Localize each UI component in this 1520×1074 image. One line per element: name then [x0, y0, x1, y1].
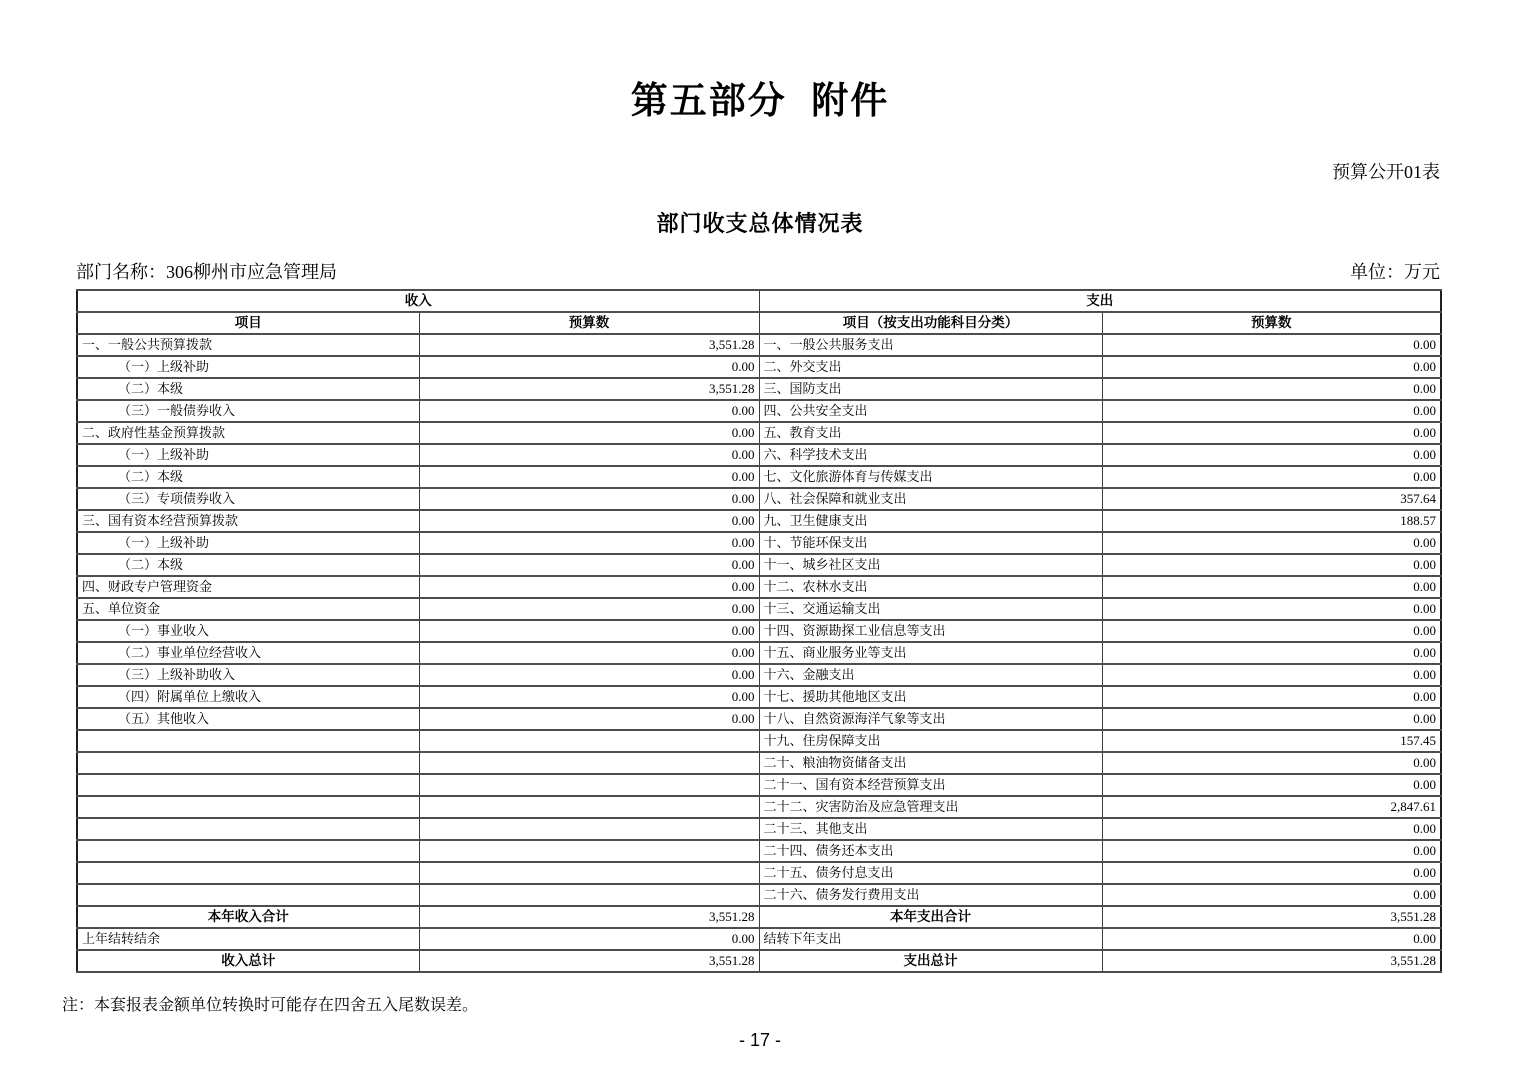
income-value-cell: 0.00	[419, 598, 759, 620]
table-row	[77, 620, 1441, 642]
expense-value-cell: 0.00	[1102, 818, 1441, 840]
income-item-cell: 二、政府性基金预算拨款	[77, 422, 419, 444]
unit-label: 单位：万元	[1350, 262, 1440, 282]
income-summary-label-cell: 收入总计	[77, 950, 419, 972]
income-item-cell: 一、一般公共预算拨款	[77, 334, 419, 356]
income-value-cell: 3,551.28	[419, 334, 759, 356]
expense-value-cell: 0.00	[1102, 642, 1441, 664]
income-value-cell	[419, 840, 759, 862]
table-row	[77, 730, 1441, 752]
expense-value-cell: 0.00	[1102, 884, 1441, 906]
expense-item-cell: 九、卫生健康支出	[759, 510, 1102, 532]
table-row	[77, 400, 1441, 422]
table-row	[77, 774, 1441, 796]
expense-value-cell: 0.00	[1102, 620, 1441, 642]
table-row	[77, 598, 1441, 620]
income-value-cell: 0.00	[419, 708, 759, 730]
income-value-cell: 3,551.28	[419, 378, 759, 400]
expense-value-cell: 2,847.61	[1102, 796, 1441, 818]
table-row	[77, 444, 1441, 466]
expense-item-cell: 五、教育支出	[759, 422, 1102, 444]
income-value-cell: 0.00	[419, 576, 759, 598]
income-item-cell	[77, 752, 419, 774]
expense-item-cell: 十六、金融支出	[759, 664, 1102, 686]
expense-item-cell: 十一、城乡社区支出	[759, 554, 1102, 576]
expense-value-cell: 0.00	[1102, 422, 1441, 444]
expense-item-cell: 二十三、其他支出	[759, 818, 1102, 840]
income-item-cell: （二）本级	[77, 378, 419, 400]
expense-value-cell: 0.00	[1102, 774, 1441, 796]
table-row	[77, 532, 1441, 554]
income-value-cell	[419, 818, 759, 840]
expense-value-cell: 0.00	[1102, 378, 1441, 400]
income-value-column-header: 预算数	[419, 312, 759, 334]
income-item-cell: 四、财政专户管理资金	[77, 576, 419, 598]
income-value-cell: 0.00	[419, 664, 759, 686]
expense-value-cell: 0.00	[1102, 334, 1441, 356]
income-item-cell: 五、单位资金	[77, 598, 419, 620]
table-row	[77, 664, 1441, 686]
income-value-cell: 0.00	[419, 444, 759, 466]
expense-value-cell: 0.00	[1102, 400, 1441, 422]
summary-row	[77, 906, 1441, 928]
expense-item-cell: 十九、住房保障支出	[759, 730, 1102, 752]
expense-item-cell: 二十、粮油物资储备支出	[759, 752, 1102, 774]
summary-row	[77, 950, 1441, 972]
expense-value-cell: 0.00	[1102, 752, 1441, 774]
column-header-row	[77, 312, 1441, 334]
department-name-label: 部门名称：306柳州市应急管理局	[76, 262, 337, 282]
expense-summary-value-cell: 3,551.28	[1102, 906, 1441, 928]
expense-value-cell: 157.45	[1102, 730, 1441, 752]
income-item-cell	[77, 730, 419, 752]
expense-item-cell: 三、国防支出	[759, 378, 1102, 400]
expense-value-cell: 0.00	[1102, 598, 1441, 620]
income-item-cell: （三）专项债券收入	[77, 488, 419, 510]
table-row	[77, 708, 1441, 730]
income-value-cell	[419, 752, 759, 774]
income-summary-value-cell: 3,551.28	[419, 906, 759, 928]
expense-value-cell: 0.00	[1102, 532, 1441, 554]
expense-item-cell: 八、社会保障和就业支出	[759, 488, 1102, 510]
income-value-cell: 0.00	[419, 510, 759, 532]
expense-value-cell: 0.00	[1102, 356, 1441, 378]
income-summary-label-cell: 上年结转结余	[77, 928, 419, 950]
expense-item-cell: 一、一般公共服务支出	[759, 334, 1102, 356]
expense-item-cell: 七、文化旅游体育与传媒支出	[759, 466, 1102, 488]
income-value-cell: 0.00	[419, 422, 759, 444]
form-number-label: 预算公开01表	[1332, 162, 1440, 182]
expense-item-cell: 二十四、债务还本支出	[759, 840, 1102, 862]
expense-item-cell: 十二、农林水支出	[759, 576, 1102, 598]
rounding-note: 注：本套报表金额单位转换时可能存在四舍五入尾数误差。	[62, 997, 479, 1014]
table-row	[77, 818, 1441, 840]
expense-value-cell: 357.64	[1102, 488, 1441, 510]
budget-summary-table	[76, 289, 1442, 973]
expense-item-cell: 六、科学技术支出	[759, 444, 1102, 466]
income-item-cell: （四）附属单位上缴收入	[77, 686, 419, 708]
expense-item-cell: 十四、资源勘探工业信息等支出	[759, 620, 1102, 642]
income-item-cell: （一）上级补助	[77, 532, 419, 554]
income-item-cell: 三、国有资本经营预算拨款	[77, 510, 419, 532]
expense-item-cell: 十八、自然资源海洋气象等支出	[759, 708, 1102, 730]
expense-value-cell: 0.00	[1102, 708, 1441, 730]
table-row	[77, 752, 1441, 774]
expense-item-cell: 十七、援助其他地区支出	[759, 686, 1102, 708]
table-row	[77, 466, 1441, 488]
income-summary-value-cell: 0.00	[419, 928, 759, 950]
expense-item-cell: 十、节能环保支出	[759, 532, 1102, 554]
income-item-cell: （二）本级	[77, 554, 419, 576]
table-row	[77, 554, 1441, 576]
income-value-cell	[419, 774, 759, 796]
expense-value-cell: 0.00	[1102, 686, 1441, 708]
income-item-cell	[77, 796, 419, 818]
income-value-cell: 0.00	[419, 466, 759, 488]
income-value-cell	[419, 796, 759, 818]
expense-item-cell: 二十二、灾害防治及应急管理支出	[759, 796, 1102, 818]
income-value-cell: 0.00	[419, 620, 759, 642]
income-value-cell: 0.00	[419, 554, 759, 576]
income-summary-label-cell: 本年收入合计	[77, 906, 419, 928]
income-summary-value-cell: 3,551.28	[419, 950, 759, 972]
page-title: 第五部分 附件	[630, 80, 890, 121]
income-value-cell	[419, 884, 759, 906]
income-item-cell: （一）上级补助	[77, 444, 419, 466]
income-item-cell: （一）事业收入	[77, 620, 419, 642]
expense-value-cell: 188.57	[1102, 510, 1441, 532]
table-row	[77, 840, 1441, 862]
table-row	[77, 686, 1441, 708]
summary-row	[77, 928, 1441, 950]
expense-section-header: 支出	[759, 290, 1441, 312]
table-row	[77, 862, 1441, 884]
expense-value-column-header: 预算数	[1102, 312, 1441, 334]
budget-table-body	[77, 290, 1441, 972]
section-header-row	[77, 290, 1441, 312]
income-item-cell: （二）事业单位经营收入	[77, 642, 419, 664]
expense-summary-label-cell: 本年支出合计	[759, 906, 1102, 928]
table-title: 部门收支总体情况表	[656, 211, 864, 236]
income-item-cell	[77, 840, 419, 862]
expense-item-cell: 二十一、国有资本经营预算支出	[759, 774, 1102, 796]
income-value-cell	[419, 862, 759, 884]
income-item-cell	[77, 818, 419, 840]
expense-value-cell: 0.00	[1102, 664, 1441, 686]
table-row	[77, 334, 1441, 356]
expense-summary-value-cell: 3,551.28	[1102, 950, 1441, 972]
income-value-cell: 0.00	[419, 686, 759, 708]
expense-value-cell: 0.00	[1102, 466, 1441, 488]
expense-item-column-header: 项目（按支出功能科目分类）	[759, 312, 1102, 334]
income-value-cell: 0.00	[419, 356, 759, 378]
income-item-cell: （三）上级补助收入	[77, 664, 419, 686]
expense-item-cell: 二十六、债务发行费用支出	[759, 884, 1102, 906]
income-item-cell	[77, 862, 419, 884]
income-item-cell: （一）上级补助	[77, 356, 419, 378]
expense-value-cell: 0.00	[1102, 554, 1441, 576]
expense-value-cell: 0.00	[1102, 862, 1441, 884]
expense-summary-label-cell: 结转下年支出	[759, 928, 1102, 950]
table-row	[77, 488, 1441, 510]
table-row	[77, 796, 1441, 818]
page-number: - 17 -	[738, 1030, 781, 1050]
income-value-cell: 0.00	[419, 532, 759, 554]
expense-value-cell: 0.00	[1102, 840, 1441, 862]
table-row	[77, 884, 1441, 906]
expense-item-cell: 二十五、债务付息支出	[759, 862, 1102, 884]
income-item-column-header: 项目	[77, 312, 419, 334]
income-value-cell: 0.00	[419, 642, 759, 664]
expense-summary-label-cell: 支出总计	[759, 950, 1102, 972]
expense-item-cell: 二、外交支出	[759, 356, 1102, 378]
table-row	[77, 422, 1441, 444]
table-row	[77, 576, 1441, 598]
expense-item-cell: 十三、交通运输支出	[759, 598, 1102, 620]
income-value-cell	[419, 730, 759, 752]
income-item-cell: （五）其他收入	[77, 708, 419, 730]
income-item-cell	[77, 774, 419, 796]
expense-summary-value-cell: 0.00	[1102, 928, 1441, 950]
table-row	[77, 510, 1441, 532]
expense-item-cell: 十五、商业服务业等支出	[759, 642, 1102, 664]
income-item-cell	[77, 884, 419, 906]
income-value-cell: 0.00	[419, 488, 759, 510]
income-value-cell: 0.00	[419, 400, 759, 422]
expense-item-cell: 四、公共安全支出	[759, 400, 1102, 422]
expense-value-cell: 0.00	[1102, 576, 1441, 598]
income-item-cell: （二）本级	[77, 466, 419, 488]
income-item-cell: （三）一般债券收入	[77, 400, 419, 422]
table-row	[77, 378, 1441, 400]
table-row	[77, 356, 1441, 378]
expense-value-cell: 0.00	[1102, 444, 1441, 466]
table-row	[77, 642, 1441, 664]
income-section-header: 收入	[77, 290, 759, 312]
